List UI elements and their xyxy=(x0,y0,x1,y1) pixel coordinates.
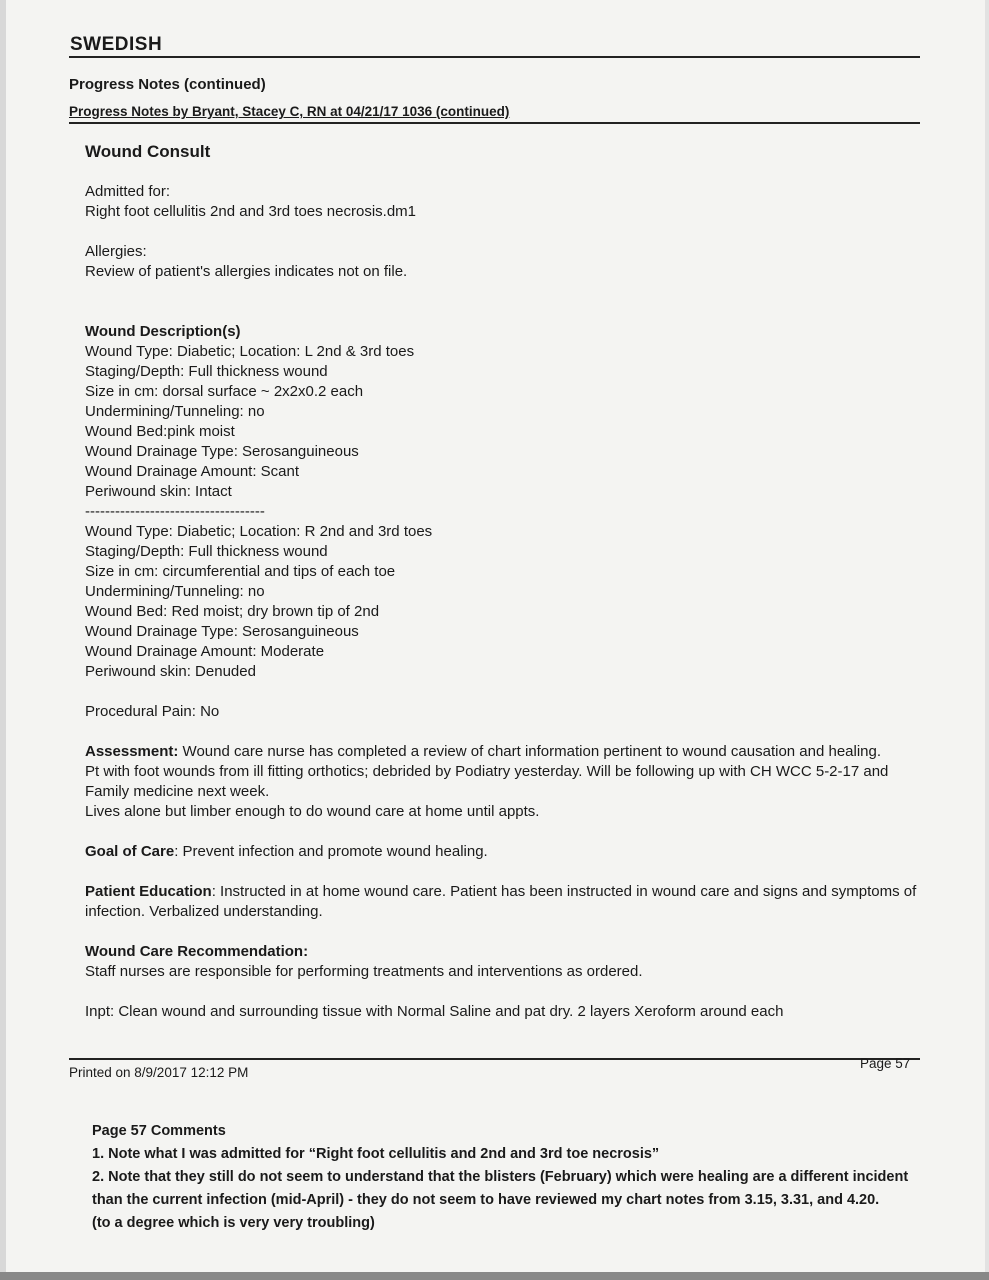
wound1-line: Wound Drainage Type: Serosanguineous xyxy=(85,443,359,460)
wound2-line: Wound Bed: Red moist; dry brown tip of 2nd xyxy=(85,603,380,620)
wound2-line: Wound Drainage Amount: Moderate xyxy=(85,643,325,660)
brand-name: SWEDISH xyxy=(70,34,163,55)
footer-rule xyxy=(69,1058,920,1060)
procedural-pain: Procedural Pain: No xyxy=(85,703,220,720)
allergies-label: Allergies: xyxy=(85,243,147,260)
note-title: Wound Consult xyxy=(85,142,211,161)
comments-title: Page 57 Comments xyxy=(92,1123,226,1139)
wound2-line: Undermining/Tunneling: no xyxy=(85,583,265,600)
wound1-line: Wound Drainage Amount: Scant xyxy=(85,463,300,480)
education-text: : Instructed in at home wound care. Patient has been instructed in wound care and signs and symptoms of infection. Verbalized understanding. xyxy=(85,883,917,920)
scan-edge-left xyxy=(0,0,6,1280)
comment-1: 1. Note what I was admitted for “Right foot cellulitis and 2nd and 3rd toe necrosis” xyxy=(92,1146,660,1162)
assessment-line3: Lives alone but limber enough to do wound care at home until appts. xyxy=(85,803,540,820)
wound2-line: Periwound skin: Denuded xyxy=(85,663,256,680)
goal-text: : Prevent infection and promote wound healing. xyxy=(174,843,488,860)
wound-divider: ------------------------------------ xyxy=(85,503,265,520)
wound2-line: Wound Drainage Type: Serosanguineous xyxy=(85,623,359,640)
admitted-value: Right foot cellulitis 2nd and 3rd toes necrosis.dm1 xyxy=(85,203,417,220)
wound1-line: Wound Bed:pink moist xyxy=(85,423,235,440)
education-label: Patient Education xyxy=(85,883,212,900)
header-rule xyxy=(69,56,920,58)
wound2-line: Staging/Depth: Full thickness wound xyxy=(85,543,328,560)
printed-date: Printed on 8/9/2017 12:12 PM xyxy=(69,1065,249,1080)
wound2-line: Wound Type: Diabetic; Location: R 2nd and 3rd toes xyxy=(85,523,433,540)
admitted-label: Admitted for: xyxy=(85,183,171,200)
assessment-label: Assessment: xyxy=(85,743,179,760)
wound2-line: Size in cm: circumferential and tips of each toe xyxy=(85,563,396,580)
assessment-text: Wound care nurse has completed a review of chart information pertinent to wound causation and healing. xyxy=(178,743,882,760)
note-body xyxy=(85,142,925,1022)
wound-heading: Wound Description(s) xyxy=(85,323,241,340)
inpt-instructions: Inpt: Clean wound and surrounding tissue with Normal Saline and pat dry. 2 layers Xeroform around each xyxy=(85,1003,784,1020)
wound1-line: Staging/Depth: Full thickness wound xyxy=(85,363,328,380)
wound1-line: Size in cm: dorsal surface ~ 2x2x0.2 each xyxy=(85,383,364,400)
scan-edge-right xyxy=(985,0,989,1280)
assessment xyxy=(85,742,925,762)
assessment-line2: Pt with foot wounds from ill fitting orthotics; debrided by Podiatry yesterday. Will be following up with CH WCC 5-2-17 and Family medicine next week. xyxy=(85,763,889,800)
byline-rule xyxy=(69,122,920,124)
wound1-line: Periwound skin: Intact xyxy=(85,483,232,500)
comment-2: 2. Note that they still do not seem to understand that the blisters (February) which were healing are a different incident than the current infection (mid-April) - they do not seem to have reviewed my chart notes from 3.15, 3.31, and 4.20. xyxy=(92,1169,909,1208)
scan-bottom-edge xyxy=(0,1272,989,1280)
wound1-line: Wound Type: Diabetic; Location: L 2nd & 3rd toes xyxy=(85,343,415,360)
goal-label: Goal of Care xyxy=(85,843,175,860)
comment-3: (to a degree which is very very troubling) xyxy=(92,1215,375,1231)
page-number: Page 57 xyxy=(860,1056,911,1071)
page-comments xyxy=(92,1120,932,1235)
note-byline: Progress Notes by Bryant, Stacey C, RN at 04/21/17 1036 (continued) xyxy=(69,104,510,119)
goal-of-care xyxy=(85,842,925,862)
wound1-line: Undermining/Tunneling: no xyxy=(85,403,265,420)
allergies-value: Review of patient's allergies indicates not on file. xyxy=(85,263,408,280)
recommendation-text: Staff nurses are responsible for performing treatments and interventions as ordered. xyxy=(85,963,643,980)
patient-education xyxy=(85,882,925,922)
recommendation-label: Wound Care Recommendation: xyxy=(85,943,309,960)
section-title: Progress Notes (continued) xyxy=(69,76,266,93)
